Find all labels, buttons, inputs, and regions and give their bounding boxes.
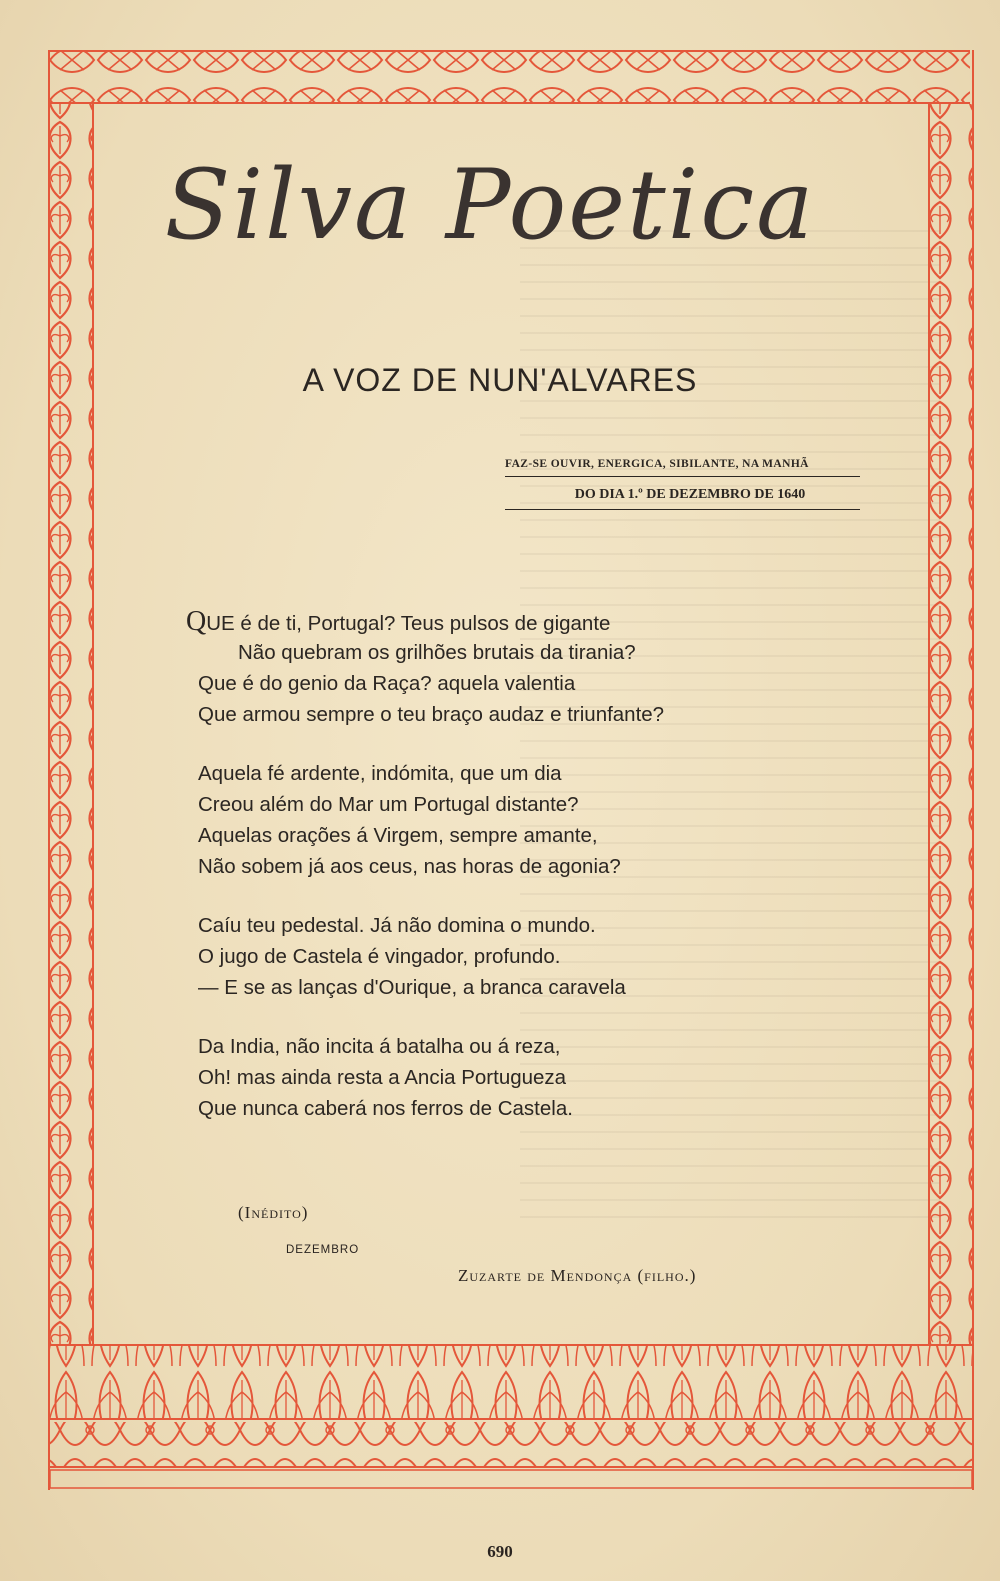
poem-line: Aquelas orações á Virgem, sempre amante, (198, 824, 598, 847)
epigraph (505, 458, 875, 510)
poem-line: Caíu teu pedestal. Já não domina o mundo. (198, 914, 596, 937)
poem-line: Aquela fé ardente, indómita, que um dia (198, 762, 562, 785)
poem-line: Não sobem já aos ceus, nas horas de agonia? (198, 855, 621, 878)
poem-line: Creou além do Mar um Portugal distante? (198, 793, 579, 816)
divider (505, 509, 860, 510)
poem-line-text: UE é de ti, Portugal? Teus pulsos de gigante (206, 612, 611, 635)
unpublished-note: (Inédito) (238, 1203, 309, 1222)
poem-line: Não quebram os grilhões brutais da tirania? (238, 641, 636, 664)
page-number: 690 (487, 1542, 513, 1561)
stanza (198, 758, 818, 882)
dateline: DEZEMBRO (286, 1244, 360, 1256)
divider (505, 476, 860, 477)
poem-line: Oh! mas ainda resta a Ancia Portugueza (198, 1066, 567, 1089)
epigraph-line: FAZ-SE OUVIR, ENERGICA, SIBILANTE, NA MANHÃ (505, 458, 809, 470)
masthead-title: Silva Poetica (164, 149, 816, 261)
poem-line: Da India, não incita á batalha ou á reza, (198, 1035, 561, 1058)
poem-line: Que armou sempre o teu braço audaz e triunfante? (198, 703, 665, 726)
epigraph-line: DO DIA 1.º DE DEZEMBRO DE 1640 (574, 487, 806, 502)
stanza (186, 606, 818, 730)
stanza (198, 910, 818, 1003)
poem-title: A VOZ DE NUN'ALVARES (302, 362, 698, 398)
drop-cap: Q (186, 606, 207, 637)
poem-line: Que nunca caberá nos ferros de Castela. (198, 1097, 573, 1120)
poem-line (186, 606, 818, 637)
poem-body (186, 606, 818, 1152)
poem-line: Que é do genio da Raça? aquela valentia (198, 672, 576, 695)
stanza (198, 1031, 818, 1124)
masthead (150, 140, 830, 290)
poem-line: O jugo de Castela é vingador, profundo. (198, 945, 561, 968)
poem-line: — E se as lanças d'Ourique, a branca caravela (198, 976, 626, 999)
author-signature: Zuzarte de Mendonça (filho.) (458, 1266, 697, 1285)
